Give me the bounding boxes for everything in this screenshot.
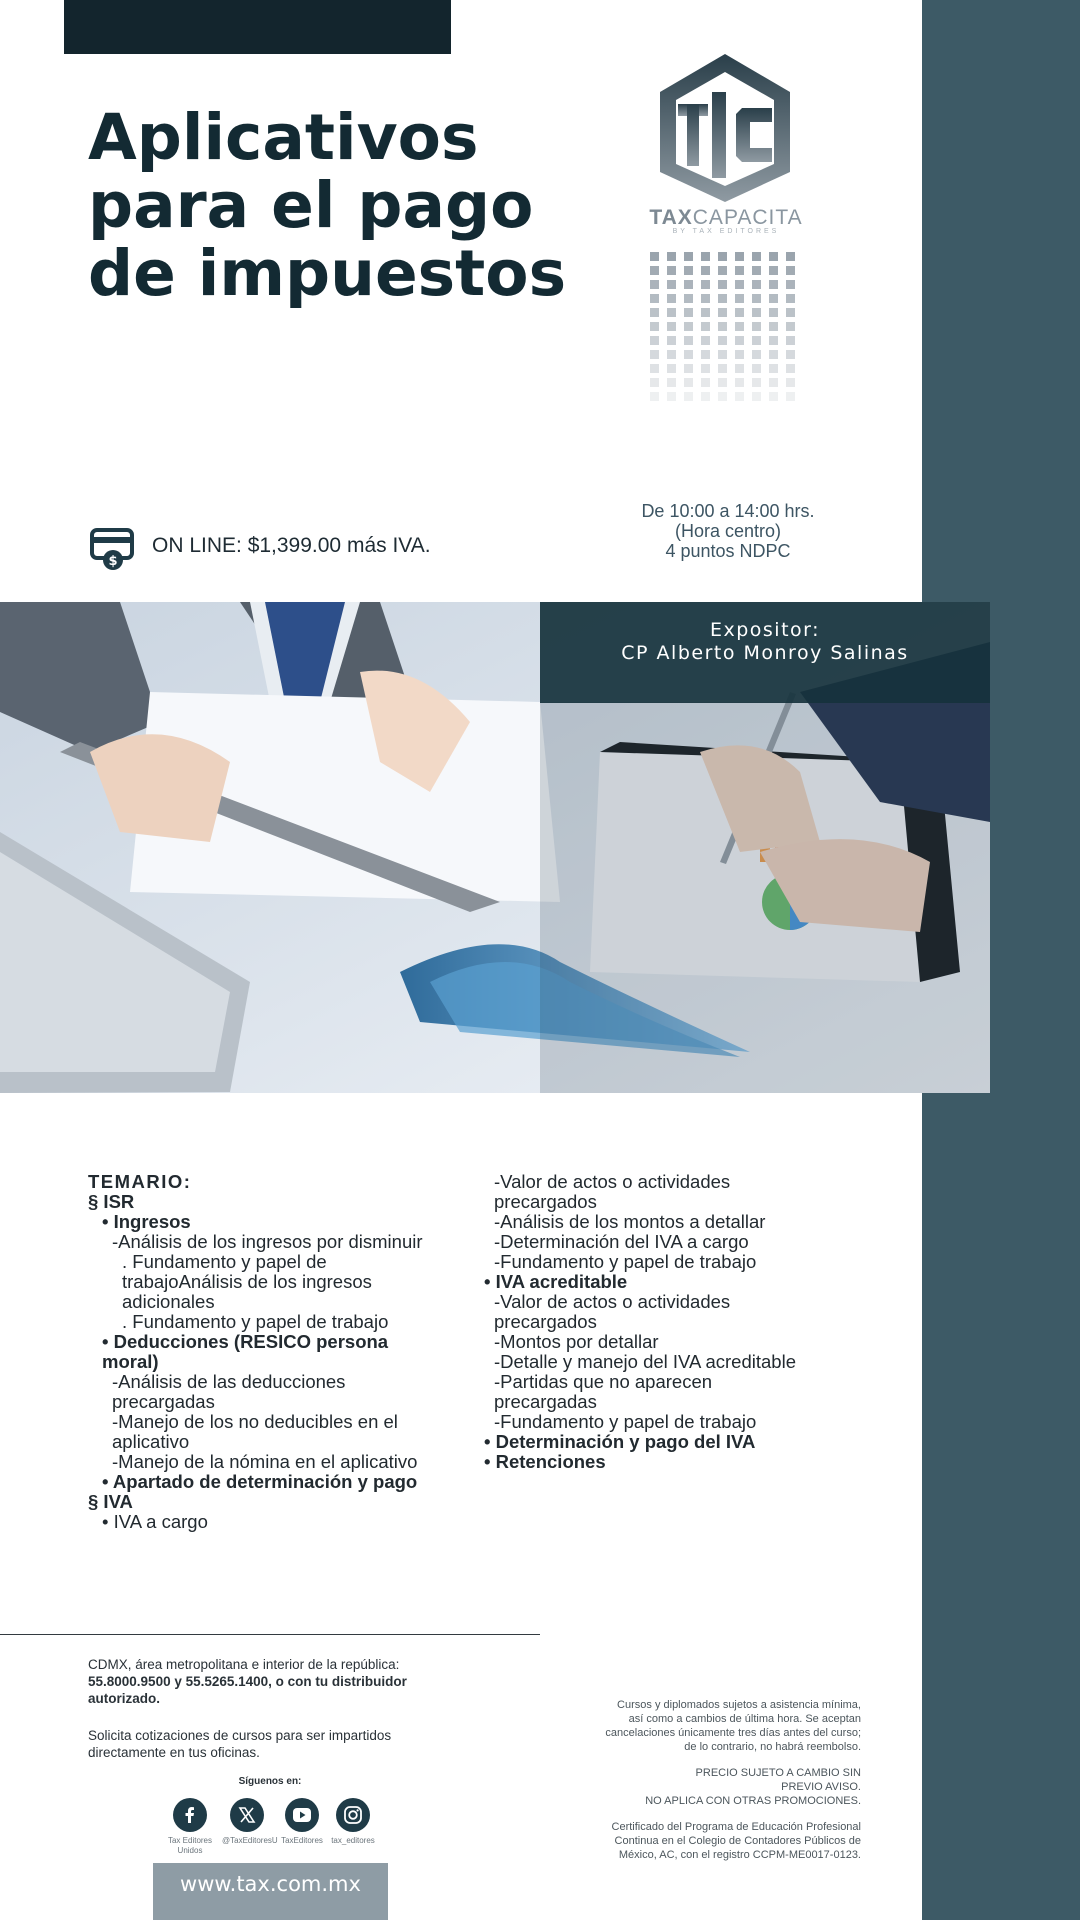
social-instagram[interactable] (328, 1798, 378, 1846)
dot-grid-cell (701, 322, 710, 331)
temario-item: • Deducciones (RESICO persona (102, 1331, 389, 1352)
dot-grid-cell (667, 364, 676, 373)
temario-item: -Fundamento y papel de trabajo (494, 1411, 757, 1432)
legal-line: Cursos y diplomados sujetos a asistencia mínima, (617, 1699, 861, 1711)
svg-text:$: $ (108, 554, 118, 569)
dot-grid-cell (650, 294, 659, 303)
dot-grid-cell (769, 308, 778, 317)
schedule-info (620, 501, 836, 561)
dot-grid-cell (684, 378, 693, 387)
price-text: ON LINE: $1,399.00 más IVA. (152, 534, 431, 557)
dot-grid-cell (769, 280, 778, 289)
dot-grid-cell (786, 280, 795, 289)
logo-tagline: BY TAX EDITORES (672, 228, 780, 235)
dot-grid-cell (735, 266, 744, 275)
legal-line: de lo contrario, no habrá reembolso. (684, 1741, 861, 1753)
temario-item: • IVA acreditable (484, 1271, 628, 1292)
dot-grid-cell (650, 252, 659, 261)
contact-phones[interactable]: 55.8000.9500 y 55.5265.1400, o con tu distribuidor (88, 1674, 407, 1689)
dot-grid-cell (786, 294, 795, 303)
dot-grid-cell (718, 308, 727, 317)
dot-grid-cell (735, 378, 744, 387)
dot-grid-cell (786, 336, 795, 345)
dot-grid-cell (718, 392, 727, 401)
temario-item: trabajoAnálisis de los ingresos (122, 1271, 372, 1292)
dot-grid-cell (701, 252, 710, 261)
dot-grid-cell (769, 364, 778, 373)
dot-grid-cell (735, 308, 744, 317)
dot-grid-cell (718, 364, 727, 373)
dot-grid-cell (684, 350, 693, 359)
x-icon[interactable] (230, 1798, 264, 1832)
dot-grid-cell (735, 322, 744, 331)
schedule-time: De 10:00 a 14:00 hrs. (641, 501, 815, 521)
dot-grid-cell (752, 266, 761, 275)
dot-grid-cell (650, 280, 659, 289)
logo-wordmark-bold: TAX (649, 206, 693, 229)
dot-grid-cell (718, 252, 727, 261)
instagram-icon[interactable] (336, 1798, 370, 1832)
dot-grid-cell (786, 322, 795, 331)
dot-grid-cell (718, 378, 727, 387)
dot-grid-cell (684, 266, 693, 275)
social-youtube[interactable] (277, 1798, 327, 1846)
dot-grid-cell (786, 392, 795, 401)
temario-item: -Análisis de los montos a detallar (494, 1211, 766, 1232)
logo-wordmark (648, 206, 804, 230)
dot-grid-cell (752, 280, 761, 289)
dot-grid-cell (735, 364, 744, 373)
dot-grid-cell (718, 280, 727, 289)
dot-grid-cell (769, 266, 778, 275)
dot-grid-cell (701, 350, 710, 359)
dot-grid-cell (684, 252, 693, 261)
dot-grid-cell (667, 350, 676, 359)
temario-heading: TEMARIO: (88, 1171, 192, 1192)
schedule-zone: (Hora centro) (674, 521, 782, 541)
dot-grid-cell (735, 252, 744, 261)
dot-grid-cell (769, 322, 778, 331)
dot-grid-cell (701, 294, 710, 303)
temario-item: -Partidas que no aparecen (494, 1371, 713, 1392)
dot-grid-cell (735, 350, 744, 359)
temario-item: . Fundamento y papel de trabajo (122, 1311, 389, 1332)
legal-line: NO APLICA CON OTRAS PROMOCIONES. (645, 1795, 861, 1807)
dot-grid-cell (701, 336, 710, 345)
dot-grid-cell (752, 252, 761, 261)
dot-grid-cell (650, 364, 659, 373)
expositor-label: Expositor: (709, 619, 821, 641)
dot-grid-cell (752, 308, 761, 317)
temario-item: precargadas (494, 1391, 597, 1412)
dot-grid-cell (684, 336, 693, 345)
dot-grid-cell (650, 392, 659, 401)
temario-item: • Apartado de determinación y pago (102, 1471, 418, 1492)
dot-grid-cell (650, 322, 659, 331)
dot-grid-cell (752, 294, 761, 303)
temario-item: -Análisis de las deducciones (112, 1371, 346, 1392)
temario-item: -Valor de actos o actividades (494, 1291, 731, 1312)
website-link[interactable]: www.tax.com.mx (153, 1863, 388, 1920)
social-label: Tax Editores (167, 1836, 213, 1845)
contact-phones-cont: autorizado. (88, 1691, 161, 1706)
temario-item: • Determinación y pago del IVA (484, 1431, 756, 1452)
dot-grid-cell (752, 378, 761, 387)
facebook-icon[interactable] (173, 1798, 207, 1832)
temario-item: • Retenciones (484, 1451, 606, 1472)
dot-grid-cell (667, 266, 676, 275)
dot-grid-cell (650, 266, 659, 275)
dot-grid-cell (650, 308, 659, 317)
temario-item: adicionales (122, 1291, 215, 1312)
temario-item: . Fundamento y papel de (122, 1251, 327, 1272)
social-label: Unidos (177, 1846, 203, 1855)
youtube-icon[interactable] (285, 1798, 319, 1832)
temario-item: -Detalle y manejo del IVA acreditable (494, 1351, 796, 1372)
legal-line: cancelaciones únicamente tres días antes del curso; (605, 1727, 861, 1739)
legal-line: Certificado del Programa de Educación Profesional (611, 1821, 861, 1833)
dot-grid-cell (752, 364, 761, 373)
temario-item: precargadas (112, 1391, 215, 1412)
decorative-dot-grid (650, 252, 810, 407)
temario-item: • Ingresos (102, 1211, 191, 1232)
legal-line: México, AC, con el registro CCPM-ME0017-0123. (618, 1849, 861, 1861)
dot-grid-cell (701, 364, 710, 373)
legal-notes (530, 1698, 861, 1862)
dot-grid-cell (667, 252, 676, 261)
dot-grid-cell (650, 350, 659, 359)
dot-grid-cell (701, 392, 710, 401)
dot-grid-cell (769, 350, 778, 359)
title-line-1: Aplicativos (88, 101, 479, 174)
dot-grid-cell (735, 294, 744, 303)
dot-grid-cell (684, 392, 693, 401)
dot-grid-cell (718, 336, 727, 345)
temario-item: aplicativo (112, 1431, 190, 1452)
contact-quote-line-2: directamente en tus oficinas. (88, 1745, 260, 1760)
payment-card-icon (90, 526, 136, 572)
contact-info (88, 1656, 468, 1761)
dot-grid-cell (667, 294, 676, 303)
dot-grid-cell (650, 336, 659, 345)
dot-grid-cell (769, 294, 778, 303)
footer-divider (0, 1634, 540, 1635)
title-line-3: de impuestos (88, 237, 567, 310)
temario-column-1 (88, 1172, 468, 1532)
temario-item: precargados (494, 1311, 597, 1332)
dot-grid-cell (684, 280, 693, 289)
social-label: @TaxEditoresU (222, 1836, 278, 1845)
dot-grid-cell (718, 322, 727, 331)
dot-grid-cell (718, 266, 727, 275)
dot-grid-cell (701, 308, 710, 317)
temario-item: § ISR (88, 1191, 135, 1212)
temario-item: -Manejo de la nómina en el aplicativo (112, 1451, 418, 1472)
page-title (88, 101, 588, 310)
temario-item: -Valor de actos o actividades (494, 1171, 731, 1192)
dot-grid-cell (786, 252, 795, 261)
expositor-name: CP Alberto Monroy Salinas (621, 642, 909, 664)
temario-item: moral) (102, 1351, 159, 1372)
temario-item: -Fundamento y papel de trabajo (494, 1251, 757, 1272)
dot-grid-cell (786, 350, 795, 359)
legal-line: PRECIO SUJETO A CAMBIO SIN (695, 1767, 861, 1779)
title-line-2: para el pago (88, 169, 534, 242)
dot-grid-cell (667, 322, 676, 331)
dot-grid-cell (769, 252, 778, 261)
social-label: tax_editores (331, 1836, 375, 1845)
dot-grid-cell (735, 336, 744, 345)
legal-line: PREVIO AVISO. (781, 1781, 861, 1793)
temario-item: -Manejo de los no deducibles en el (112, 1411, 398, 1432)
dot-grid-cell (786, 308, 795, 317)
temario-item: § IVA (88, 1491, 133, 1512)
dot-grid-cell (701, 266, 710, 275)
dot-grid-cell (752, 392, 761, 401)
dot-grid-cell (752, 350, 761, 359)
temario-item: • IVA a cargo (102, 1511, 208, 1532)
temario-item: precargados (494, 1191, 597, 1212)
dot-grid-cell (701, 280, 710, 289)
dot-grid-cell (684, 322, 693, 331)
dot-grid-cell (786, 364, 795, 373)
dot-grid-cell (667, 392, 676, 401)
dot-grid-cell (786, 378, 795, 387)
temario-item: -Determinación del IVA a cargo (494, 1231, 749, 1252)
dot-grid-cell (718, 350, 727, 359)
dot-grid-cell (769, 392, 778, 401)
top-dark-bar (64, 0, 451, 54)
social-facebook[interactable] (165, 1798, 215, 1856)
dot-grid-cell (718, 294, 727, 303)
social-label: TaxEditores (281, 1836, 323, 1845)
legal-line: así como a cambios de última hora. Se aceptan (628, 1713, 861, 1725)
logo-wordmark-light: CAPACITA (692, 206, 803, 229)
dot-grid-cell (752, 336, 761, 345)
follow-heading: Síguenos en: (238, 1776, 302, 1787)
dot-grid-cell (684, 294, 693, 303)
dot-grid-cell (735, 392, 744, 401)
dot-grid-cell (735, 280, 744, 289)
social-x[interactable] (222, 1798, 278, 1846)
dot-grid-cell (684, 364, 693, 373)
temario-item: -Montos por detallar (494, 1331, 659, 1352)
dot-grid-cell (667, 308, 676, 317)
dot-grid-cell (650, 378, 659, 387)
expositor-banner (540, 602, 990, 703)
schedule-points: 4 puntos NDPC (665, 541, 791, 561)
dot-grid-cell (752, 322, 761, 331)
dot-grid-cell (769, 336, 778, 345)
dot-grid-cell (786, 266, 795, 275)
contact-region: CDMX, área metropolitana e interior de la república: (88, 1657, 400, 1672)
legal-line: Continua en el Colegio de Contadores Públicos de (614, 1835, 861, 1847)
dot-grid-cell (684, 308, 693, 317)
dot-grid-cell (667, 336, 676, 345)
dot-grid-cell (701, 378, 710, 387)
dot-grid-cell (769, 378, 778, 387)
contact-quote-line-1: Solicita cotizaciones de cursos para ser impartidos (88, 1728, 392, 1743)
dot-grid-cell (667, 280, 676, 289)
dot-grid-cell (667, 378, 676, 387)
temario-item: -Análisis de los ingresos por disminuir (112, 1231, 423, 1252)
temario-column-2 (484, 1172, 884, 1472)
